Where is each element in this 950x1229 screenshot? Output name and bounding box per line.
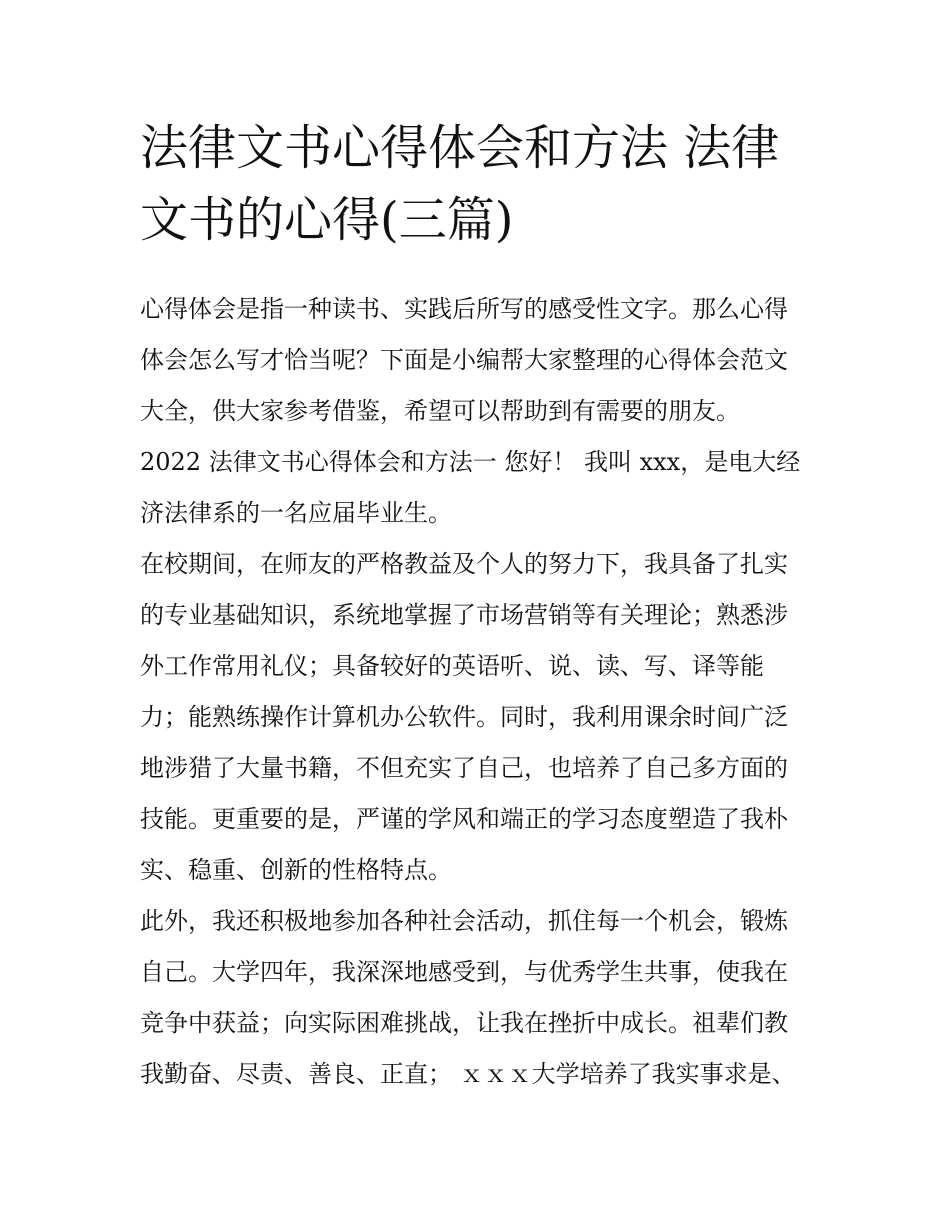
text-line: 实、稳重、创新的性格特点。 [140, 856, 452, 884]
text-line: 自己。大学四年，我深深地感受到，与优秀学生共事，使我在 [140, 958, 788, 986]
title-line: 文书的心得(三篇) [140, 192, 514, 248]
text-line: 在校期间，在师友的严格教益及个人的努力下，我具备了扎实 [140, 550, 788, 578]
text-line: 济法律系的一名应届毕业生。 [140, 499, 452, 527]
text-line: 大全，供大家参考借鉴，希望可以帮助到有需要的朋友。 [140, 397, 740, 425]
paragraph-school [140, 539, 812, 896]
text-line: 力；能熟练操作计算机办公软件。同时，我利用课余时间广泛 [140, 703, 788, 731]
paragraph-activities [140, 896, 812, 1100]
text-line: 我勤奋、尽责、善良、正直； ｘｘｘ大学培养了我实事求是、 [140, 1060, 796, 1088]
title-line: 法律文书心得体会和方法 法律 [140, 120, 780, 176]
text-line: 技能。更重要的是，严谨的学风和端正的学习态度塑造了我朴 [140, 805, 788, 833]
text-line: 的专业基础知识，系统地掌握了市场营销等有关理论；熟悉涉 [140, 601, 788, 629]
document-page [140, 112, 812, 1100]
text-line: 心得体会是指一种读书、实践后所写的感受性文字。那么心得 [140, 295, 788, 323]
text-line: 2022 法律文书心得体会和方法一 您好！ 我叫 xxx，是电大经 [140, 448, 801, 476]
text-line: 竞争中获益；向实际困难挑战，让我在挫折中成长。祖辈们教 [140, 1009, 788, 1037]
document-title [140, 112, 812, 256]
document-body [140, 284, 812, 1100]
paragraph-self-intro [140, 437, 812, 539]
text-line: 外工作常用礼仪；具备较好的英语听、说、读、写、译等能 [140, 652, 764, 680]
text-line: 体会怎么写才恰当呢？下面是小编帮大家整理的心得体会范文 [140, 346, 788, 374]
text-line: 地涉猎了大量书籍，不但充实了自己，也培养了自己多方面的 [140, 754, 788, 782]
text-line: 此外，我还积极地参加各种社会活动，抓住每一个机会，锻炼 [140, 907, 788, 935]
paragraph-intro [140, 284, 812, 437]
